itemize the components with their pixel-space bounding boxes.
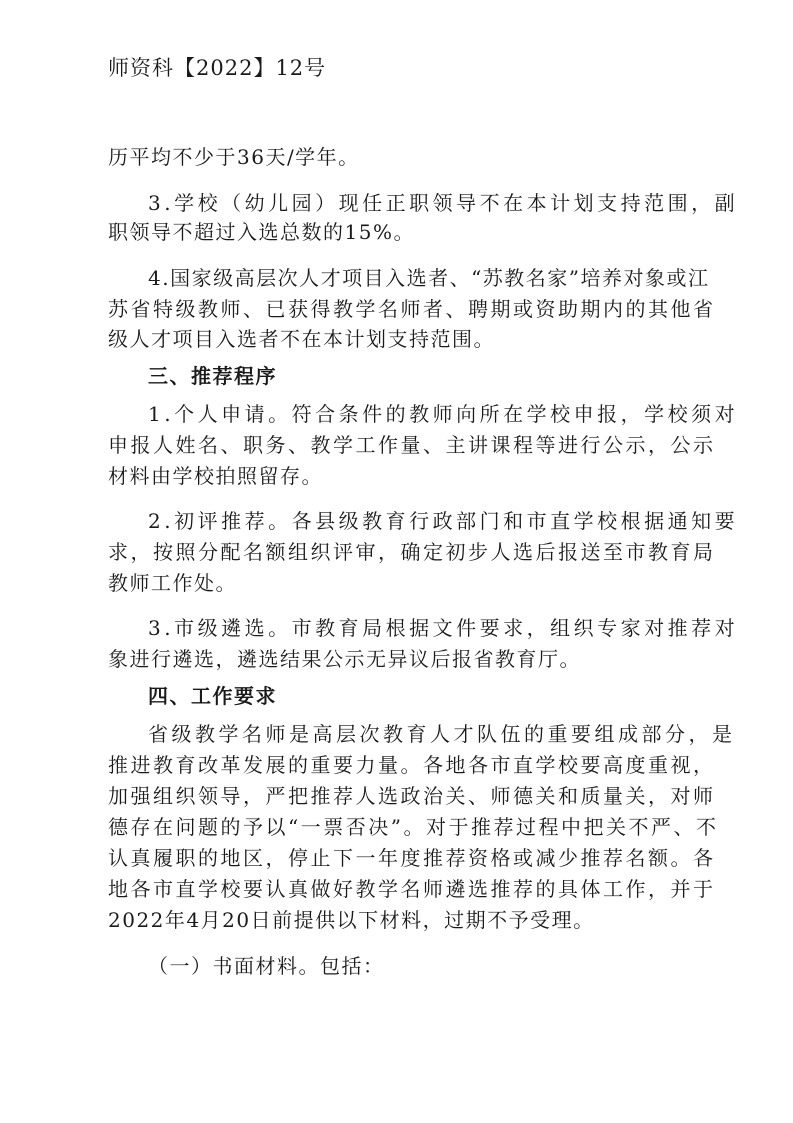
body-line: 教师工作处。 [108,571,237,595]
body-line: 历平均不少于36天/学年。 [108,145,360,169]
body-line: 级人才项目入选者不在本计划支持范围。 [108,327,495,351]
body-line: 2.初评推荐。各县级教育行政部门和市直学校根据通知要 [148,509,739,533]
body-line: 求，按照分配名额组织评审，确定初步人选后报送至市教育局 [108,540,716,564]
body-line: 象进行遴选，遴选结果公示无异议后报省教育厅。 [108,647,581,671]
document-number: 师资科【2022】12号 [108,56,327,80]
body-line: 申报人姓名、职务、教学工作量、主讲课程等进行公示，公示 [108,433,716,457]
body-line: 省级教学名师是高层次教育人才队伍的重要组成部分，是 [148,722,736,746]
body-line: （一）书面材料。包括： [148,954,385,978]
section-heading: 四、工作要求 [148,684,277,708]
body-line: 3.学校（幼儿园）现任正职领导不在本计划支持范围，副 [148,191,739,215]
section-heading: 三、推荐程序 [148,364,277,388]
body-line: 加强组织领导，严把推荐人选政治关、师德关和质量关，对师 [108,784,716,808]
body-line: 苏省特级教师、已获得教学名师者、聘期或资助期内的其他省 [108,297,716,321]
body-line: 德存在问题的予以“一票否决”。对于推荐过程中把关不严、不 [108,815,719,839]
body-line: 材料由学校拍照留存。 [108,464,323,488]
body-line: 1.个人申请。符合条件的教师向所在学校申报，学校须对 [148,402,739,426]
body-line: 推进教育改革发展的重要力量。各地各市直学校要高度重视， [108,753,716,777]
body-line: 认真履职的地区，停止下一年度推荐资格或减少推荐名额。各 [108,846,716,870]
body-line: 3.市级遴选。市教育局根据文件要求，组织专家对推荐对 [148,616,739,640]
body-line: 4.国家级高层次人才项目入选者、“苏教名家”培养对象或江 [148,266,710,290]
body-line: 职领导不超过入选总数的15%。 [108,220,415,244]
body-line: 2022年4月20日前提供以下材料，过期不予受理。 [108,908,595,932]
body-line: 地各市直学校要认真做好教学名师遴选推荐的具体工作，并于 [108,877,716,901]
